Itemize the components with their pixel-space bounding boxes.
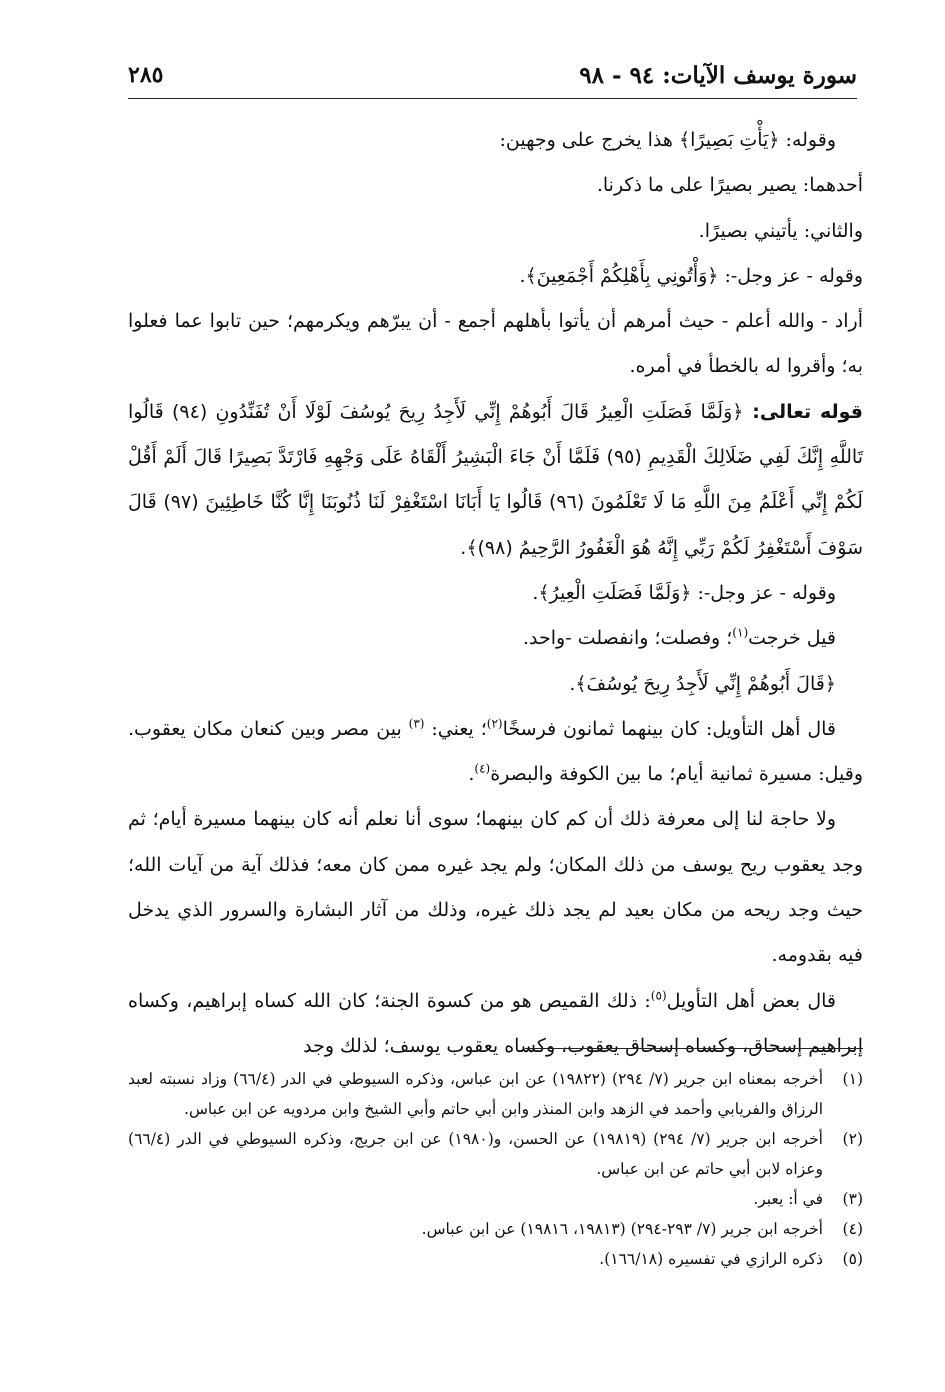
text: وقوله: <box>779 129 836 151</box>
paragraph <box>128 571 863 616</box>
paragraph <box>128 390 863 571</box>
text: : ذلك القميص هو من كسوة الجنة؛ كان الله كساه إبراهيم، وكساه إبراهيم إسحاق، وكساه إسحاق يعقوب، وكساه يعقوب يوسف؛ لذلك وجد <box>128 989 863 1057</box>
text: بين مصر وبين كنعان مكان يعقوب. وقيل: مسيرة ثمانية أيام؛ ما بين الكوفة والبصرة <box>128 717 863 786</box>
quran-quote: ﴿قَالَ أَبُوهُمْ إِنِّي لَأَجِدُ رِيحَ يُوسُفَ﴾ <box>575 672 836 695</box>
footnote-number: (٢) <box>842 1130 863 1148</box>
text: قال بعض أهل التأويل <box>666 989 837 1012</box>
footnote-text: أخرجه ابن جرير (٧/ ٢٩٤) (١٩٨١٩) عن الحسن، و(١٩٨٠) عن ابن جريج، وذكره السيوطي في الدر (٦٦/٤) وعزاه لابن أبي حاتم عن ابن عباس. <box>128 1130 823 1178</box>
text: ؛ وفصلت؛ وانفصلت -واحد. <box>523 627 733 650</box>
verse-block <box>128 390 863 571</box>
quran-quote: ﴿يَأْتِ بَصِيرًا﴾ <box>678 129 780 151</box>
footnote-divider <box>525 1048 863 1049</box>
text: . <box>569 672 576 695</box>
footnote <box>128 1124 863 1184</box>
page-number: ٢٨٥ <box>128 62 164 88</box>
quran-quote: ﴿وَأْتُونِي بِأَهْلِكُمْ أَجْمَعِينَ﴾ <box>525 264 719 287</box>
page-header <box>128 58 857 99</box>
paragraph <box>128 707 863 798</box>
footnote-ref[interactable]: (٥) <box>650 988 667 1003</box>
paragraph: أراد - والله أعلم - حيث أمرهم أن يأتوا بأهلهم أجمع - أن يبرّهم ويكرمهم؛ حين تابوا عما فعلوا به؛ وأقروا له بالخطأ في أمره. <box>128 310 863 378</box>
footnotes <box>128 1064 863 1274</box>
paragraph <box>128 979 863 1070</box>
text: وقوله - عز وجل-: <box>691 581 836 604</box>
text: . <box>519 264 526 287</box>
quran-quote: ﴿وَلَمَّا فَصَلَتِ الْعِيرُ﴾ <box>538 581 692 604</box>
main-text <box>128 118 863 1069</box>
footnote-text: أخرجه ابن جرير (٧/ ٢٩٣-٢٩٤) (١٩٨١٣، ١٩٨١٦) عن ابن عباس. <box>421 1220 823 1238</box>
text: قال أهل التأويل: كان بينهما ثمانون فرسخًا <box>502 717 837 740</box>
footnote-number: (٥) <box>842 1250 863 1268</box>
footnote-number: (٤) <box>842 1220 863 1238</box>
footnote-text: أخرجه بمعناه ابن جرير (٧/ ٢٩٤) (١٩٨٢٢) عن ابن عباس، وذكره السيوطي في الدر (٦٦/٤) وزاد نسبته لعبد الرزاق والفريابي وأحمد في الزهد وابن المنذر وابن أبي حاتم وأبي الشيخ وابن مردويه عن ابن عباس. <box>128 1070 824 1118</box>
quran-verses: ﴿وَلَمَّا فَصَلَتِ الْعِيرُ قَالَ أَبُوهُمْ إِنِّي لَأَجِدُ رِيحَ يُوسُفَ لَوْلَا أَنْ تُفَنِّدُونِ (٩٤) قَالُوا تَاللَّهِ إِنَّكَ لَفِي ضَلَالِكَ الْقَدِيمِ (٩٥) فَلَمَّا أَنْ جَاءَ الْبَشِيرُ أَلْقَاهُ عَلَى وَجْهِهِ فَارْتَدَّ بَصِيرًا قَالَ أَلَمْ أَقُلْ لَكُمْ إِنِّي أَعْلَمُ مِنَ اللَّهِ مَا لَا تَعْلَمُونَ (٩٦) قَالُوا يَا أَبَانَا اسْتَغْفِرْ لَنَا ذُنُوبَنَا إِنَّا كُنَّا خَاطِئِينَ (٩٧) قَالَ سَوْفَ أَسْتَغْفِرُ لَكُمْ رَبِّي إِنَّهُ هُوَ الْغَفُورُ الرَّحِيمُ (٩٨)﴾. <box>128 400 863 559</box>
paragraph: ولا حاجة لنا إلى معرفة ذلك أن كم كان بينهما؛ سوى أنا نعلم أنه كان بينهما مسيرة أيام؛ ثم وجد يعقوب ريح يوسف من ذلك المكان؛ ولم يجد غيره ممن كان معه؛ فذلك آية من آيات الله؛ حيث وجد ريحه من مكان بعيد لم يجد ذلك غيره، وذلك من آثار البشارة والسرور الذي يدخل فيه بقدومه. <box>128 808 863 967</box>
footnote <box>128 1184 863 1214</box>
footnote-ref[interactable]: (٤) <box>474 761 491 776</box>
paragraph: أحدهما: يصير بصيرًا على ما ذكرنا. <box>596 174 863 197</box>
text: هذا يخرج على وجهين: <box>499 129 679 151</box>
running-title: سورة يوسف الآيات: ٩٤ - ٩٨ <box>579 62 857 89</box>
footnote <box>128 1214 863 1244</box>
paragraph <box>128 662 863 707</box>
footnote-ref[interactable]: (٢) <box>486 716 503 731</box>
paragraph <box>128 118 863 163</box>
text: وقوله - عز وجل-: <box>718 264 863 287</box>
footnote-text: في أ: يعبر. <box>753 1190 823 1208</box>
footnote <box>128 1064 863 1124</box>
verse-lead: قوله تعالى: <box>743 400 863 423</box>
paragraph <box>128 616 863 661</box>
footnote-number: (٣) <box>842 1190 863 1208</box>
text: ؛ يعني: <box>424 717 487 740</box>
paragraph <box>128 254 863 299</box>
text: . <box>532 581 539 604</box>
text: . <box>468 763 475 786</box>
footnote-number: (١) <box>842 1070 863 1088</box>
footnote-ref[interactable]: (١) <box>732 625 749 640</box>
footnote <box>128 1244 863 1274</box>
footnote-ref[interactable]: (٣) <box>408 716 425 731</box>
footnote-text: ذكره الرازي في تفسيره (١٦٦/١٨). <box>599 1250 823 1268</box>
text: قيل خرجت <box>748 627 836 650</box>
paragraph: والثاني: يأتيني بصيرًا. <box>698 219 863 242</box>
